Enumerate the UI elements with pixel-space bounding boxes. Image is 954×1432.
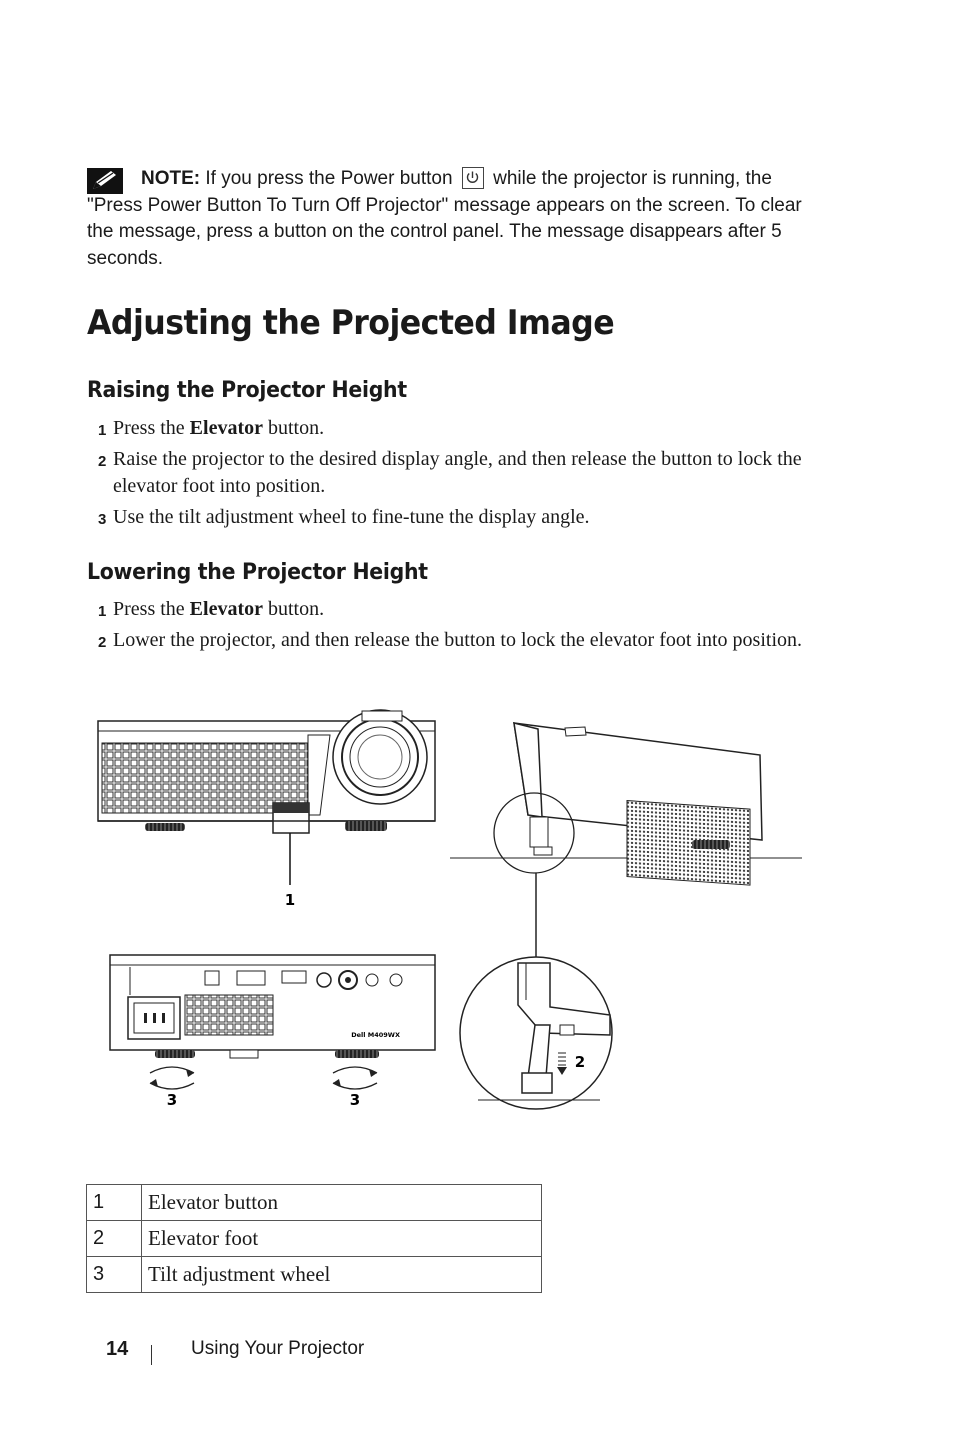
step-text: Raise the projector to the desired display angle, and then release the button to lock the elevator foot into position. <box>113 448 802 497</box>
legend-label: Elevator foot <box>142 1221 542 1257</box>
model-label: Dell M409WX <box>351 1031 400 1039</box>
note-text-3: while the projector is running, the " <box>87 168 772 216</box>
elevator-foot-detail <box>460 957 612 1109</box>
step-bold: Elevator <box>189 417 263 439</box>
callout-3b: 3 <box>349 1091 361 1109</box>
note-text-2: button <box>394 168 458 189</box>
callout-3a: 3 <box>166 1091 178 1109</box>
list-item <box>96 415 816 442</box>
step-bold: Elevator <box>189 598 263 620</box>
note-block <box>87 166 827 272</box>
step-text: button. <box>262 598 325 620</box>
step-text: button. <box>262 417 325 439</box>
step-number: 2 <box>98 453 107 470</box>
step-number: 3 <box>98 511 107 528</box>
note-text-1: If you press the <box>200 168 341 189</box>
step-text: Use the tilt adjustment wheel to fine-tune the display angle. <box>113 506 590 528</box>
side-view <box>450 723 802 963</box>
projector-illustration <box>90 695 820 1115</box>
table-row <box>87 1185 542 1221</box>
note-text-4: " message appears on the screen. To clear the message, press a button on the control panel. The message disappears after 5 seconds. <box>87 194 802 269</box>
table-row <box>87 1221 542 1257</box>
step-text: Press the <box>113 598 190 620</box>
power-off-message: Press Power Button To Turn Off Projector <box>93 194 442 216</box>
list-item <box>96 446 816 500</box>
list-item <box>96 627 816 654</box>
step-text: Lower the projector, and then release the button to lock the elevator foot into position. <box>113 629 802 651</box>
list-item <box>96 596 816 623</box>
page-title: Adjusting the Projected Image <box>87 303 615 343</box>
note-text <box>87 166 827 272</box>
note-pencil-icon <box>87 168 123 194</box>
page-number: 14 <box>106 1338 129 1360</box>
table-row <box>87 1257 542 1293</box>
power-word: Power <box>340 168 395 189</box>
legend-num: 1 <box>87 1185 142 1221</box>
rear-view <box>110 955 435 1109</box>
legend-num: 2 <box>87 1221 142 1257</box>
callout-2: 2 <box>574 1053 586 1071</box>
legend-label: Elevator button <box>142 1185 542 1221</box>
callout-1: 1 <box>284 891 296 909</box>
footer-chapter: Using Your Projector <box>191 1338 365 1359</box>
note-label: NOTE: <box>141 168 201 189</box>
raising-heading: Raising the Projector Height <box>87 378 407 403</box>
footer-divider <box>151 1345 152 1365</box>
lowering-steps <box>96 596 816 658</box>
front-view <box>98 710 435 909</box>
power-button-icon <box>462 167 484 189</box>
legend-label: Tilt adjustment wheel <box>142 1257 542 1293</box>
legend-num: 3 <box>87 1257 142 1293</box>
list-item <box>96 504 816 531</box>
step-number: 1 <box>98 422 107 439</box>
step-number: 1 <box>98 603 107 620</box>
legend-table <box>86 1184 542 1293</box>
step-text: Press the <box>113 417 190 439</box>
step-number: 2 <box>98 634 107 651</box>
raising-steps <box>96 415 816 535</box>
lowering-heading: Lowering the Projector Height <box>87 560 428 585</box>
